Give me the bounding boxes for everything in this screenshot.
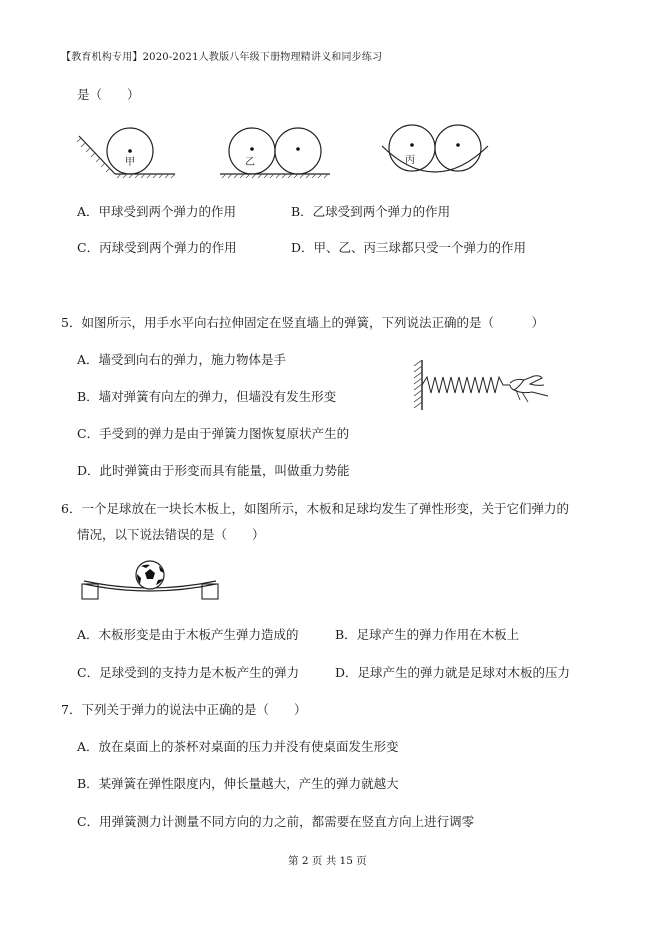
q4-figure-yi	[220, 118, 330, 180]
q4-option-a: A．甲球受到两个弹力的作用	[77, 204, 237, 219]
q5-option-d: D．此时弹簧由于形变而具有能量，叫做重力势能	[77, 463, 350, 478]
q4-label-bing: 丙	[405, 155, 415, 166]
q4-option-d: D．甲、乙、丙三球都只受一个弹力的作用	[291, 240, 527, 255]
q5-option-c: C．手受到的弹力是由于弹簧力图恢复原状产生的	[77, 426, 350, 441]
q4-label-jia: 甲	[125, 157, 135, 168]
q6-option-a: A．木板形变是由于木板产生弹力造成的	[77, 627, 299, 642]
q7-option-b: B．某弹簧在弹性限度内，伸长量越大，产生的弹力就越大	[77, 776, 399, 791]
q4-label-yi: 乙	[245, 157, 255, 168]
q5-option-a: A．墙受到向右的弹力，施力物体是手	[77, 352, 287, 367]
q6-option-b: B．足球产生的弹力作用在木板上	[335, 627, 520, 642]
q6-option-d: D．足球产生的弹力就是足球对木板的压力	[335, 665, 571, 680]
q7-option-c: C．用弹簧测力计测量不同方向的力之前，都需要在竖直方向上进行调零	[77, 814, 475, 829]
q7-option-a: A．放在桌面上的茶杯对桌面的压力并没有使桌面发生形变	[77, 739, 399, 754]
q4-option-c: C．丙球受到两个弹力的作用	[77, 240, 237, 255]
q4-option-b: B．乙球受到两个弹力的作用	[291, 204, 451, 219]
page-footer: 第 2 页 共 15 页	[288, 855, 367, 867]
q7-stem: 7．下列关于弹力的说法中正确的是（ ）	[61, 702, 307, 717]
q6-option-c: C．足球受到的支持力是木板产生的弹力	[77, 665, 300, 680]
q6-stem-line1: 6．一个足球放在一块长木板上，如图所示，木板和足球均发生了弹性形变，关于它们弹力的	[61, 501, 569, 516]
q6-football-figure	[80, 558, 220, 602]
q4-stem-tail: 是（ ）	[77, 87, 140, 102]
q5-stem: 5．如图所示，用手水平向右拉伸固定在竖直墙上的弹簧，下列说法正确的是（ ）	[61, 315, 544, 330]
q4-figure-bing	[380, 118, 490, 180]
q6-stem-line2: 情况，以下说法错误的是（ ）	[77, 527, 265, 542]
q5-option-b: B．墙对弹簧有向左的弹力，但墙没有发生形变	[77, 389, 337, 404]
page-header: 【教育机构专用】2020-2021人教版八年级下册物理精讲义和同步练习	[61, 52, 383, 63]
q5-spring-figure	[410, 358, 550, 412]
q4-figure-jia	[75, 118, 185, 180]
